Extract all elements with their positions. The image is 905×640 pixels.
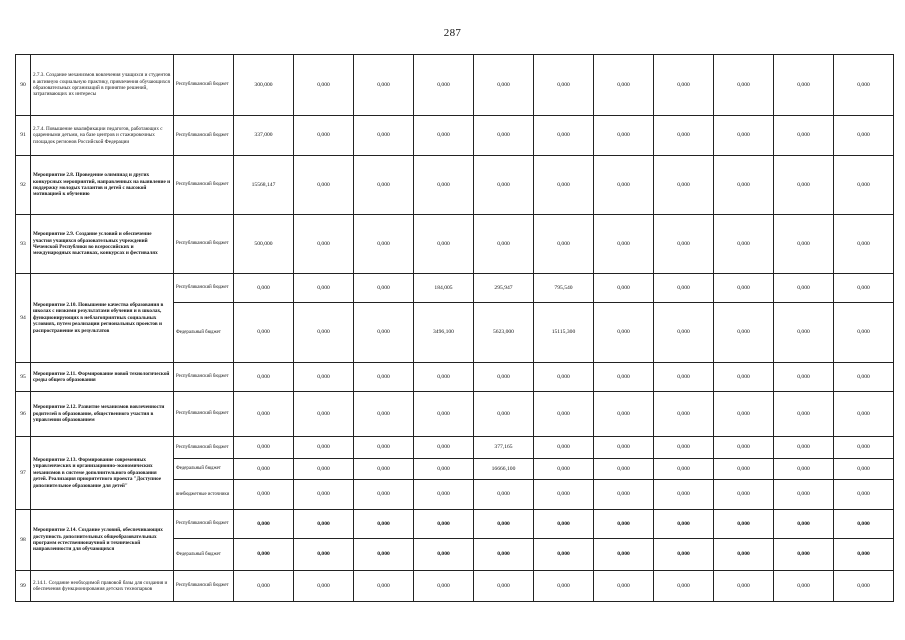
year-value-cell: 0,000	[474, 510, 534, 539]
year-value-cell: 0,000	[474, 539, 534, 571]
year-value-cell: 0,000	[294, 274, 354, 303]
year-value-cell: 0,000	[534, 480, 594, 510]
year-value-cell: 0,000	[774, 392, 834, 437]
funding-source: Республиканский бюджет	[174, 274, 234, 303]
year-value-cell: 0,000	[714, 363, 774, 392]
table-row	[16, 156, 894, 215]
year-value-cell: 0,000	[774, 303, 834, 363]
year-value-cell: 0,000	[414, 459, 474, 480]
year-value-cell: 0,000	[714, 539, 774, 571]
year-value-cell: 0,000	[534, 437, 594, 459]
year-value-cell: 0,000	[774, 215, 834, 274]
year-value-cell: 0,000	[354, 116, 414, 156]
table-row	[16, 116, 894, 156]
year-value-cell: 0,000	[774, 571, 834, 602]
year-value-cell: 0,000	[414, 363, 474, 392]
year-value-cell: 0,000	[774, 274, 834, 303]
year-value-cell: 0,000	[294, 480, 354, 510]
table-row	[16, 510, 894, 539]
year-value-cell: 0,000	[414, 539, 474, 571]
year-value-cell: 0,000	[834, 392, 894, 437]
year-value-cell: 0,000	[654, 303, 714, 363]
year-value-cell: 0,000	[774, 437, 834, 459]
year-value-cell: 0,000	[354, 274, 414, 303]
year-value-cell: 0,000	[774, 539, 834, 571]
year-value-cell: 0,000	[654, 363, 714, 392]
year-value-cell: 0,000	[594, 437, 654, 459]
year-value-cell: 0,000	[714, 437, 774, 459]
year-value-cell: 0,000	[654, 539, 714, 571]
row-number: 97	[16, 437, 31, 510]
year-value-cell: 0,000	[714, 215, 774, 274]
year-value-cell: 0,000	[294, 116, 354, 156]
row-number: 93	[16, 215, 31, 274]
year-value-cell: 15115,300	[534, 303, 594, 363]
year-value-cell: 0,000	[834, 156, 894, 215]
year-value-cell: 377,165	[474, 437, 534, 459]
year-value-cell: 0,000	[654, 116, 714, 156]
row-number: 96	[16, 392, 31, 437]
year-value-cell: 0,000	[294, 303, 354, 363]
year-value-cell: 0,000	[414, 392, 474, 437]
year-value-cell: 0,000	[774, 459, 834, 480]
year-value-cell: 0,000	[474, 571, 534, 602]
year-value-cell: 0,000	[354, 437, 414, 459]
year-value-cell: 0,000	[414, 215, 474, 274]
year-value-cell: 0,000	[414, 571, 474, 602]
row-number: 99	[16, 571, 31, 602]
year-value-cell: 0,000	[834, 459, 894, 480]
year-value-cell: 500,000	[234, 215, 294, 274]
year-value-cell: 0,000	[234, 437, 294, 459]
year-value-cell: 0,000	[714, 274, 774, 303]
year-value-cell: 0,000	[834, 55, 894, 116]
year-value-cell: 0,000	[354, 363, 414, 392]
year-value-cell: 0,000	[474, 480, 534, 510]
year-value-cell: 0,000	[414, 437, 474, 459]
year-value-cell: 0,000	[294, 571, 354, 602]
year-value-cell: 0,000	[534, 55, 594, 116]
page-number: 287	[443, 27, 462, 39]
year-value-cell: 795,540	[534, 274, 594, 303]
year-value-cell: 0,000	[654, 156, 714, 215]
year-value-cell: 0,000	[594, 215, 654, 274]
year-value-cell: 0,000	[834, 303, 894, 363]
activity-name: 2.7.4. Повышение квалификации педагогов, работающих с одаренными детьми, на базе центров и стажировочных площадок регионов Российской Федерации	[31, 116, 174, 156]
year-value-cell: 184,005	[414, 274, 474, 303]
year-value-cell: 0,000	[654, 571, 714, 602]
year-value-cell: 0,000	[594, 274, 654, 303]
year-value-cell: 0,000	[594, 156, 654, 215]
year-value-cell: 0,000	[534, 459, 594, 480]
year-value-cell: 0,000	[594, 480, 654, 510]
table-row	[16, 55, 894, 116]
year-value-cell: 0,000	[714, 116, 774, 156]
year-value-cell: 0,000	[714, 459, 774, 480]
year-value-cell: 0,000	[834, 510, 894, 539]
year-value-cell: 0,000	[294, 510, 354, 539]
year-value-cell: 0,000	[294, 437, 354, 459]
activity-name: 2.7.3. Создание механизмов вовлечения учащихся и студентов в активную социальную практику, привлечения обучающихся образовательных организаций в принятие решений, затрагивающих их интересы	[31, 55, 174, 116]
activity-name: Мероприятие 2.11. Формирование новой технологической среды общего образования	[31, 363, 174, 392]
year-value-cell: 0,000	[354, 539, 414, 571]
year-value-cell: 3496,100	[414, 303, 474, 363]
funding-source: Федеральный бюджет	[174, 459, 234, 480]
year-value-cell: 0,000	[654, 55, 714, 116]
year-value-cell: 0,000	[474, 363, 534, 392]
year-value-cell: 0,000	[774, 480, 834, 510]
year-value-cell: 16666,100	[474, 459, 534, 480]
row-number: 90	[16, 55, 31, 116]
year-value-cell: 0,000	[534, 116, 594, 156]
row-number: 98	[16, 510, 31, 571]
year-value-cell: 0,000	[654, 510, 714, 539]
activity-name: Мероприятие 2.14. Создание условий, обеспечивающих доступность дополнительных общеобразовательных программ естественнонаучной и технической направленности для обучающихся	[31, 510, 174, 571]
year-value-cell: 0,000	[414, 480, 474, 510]
year-value-cell: 0,000	[234, 274, 294, 303]
year-value-cell: 0,000	[294, 55, 354, 116]
year-value-cell: 5623,000	[474, 303, 534, 363]
year-value-cell: 0,000	[474, 392, 534, 437]
table-row	[16, 274, 894, 303]
funding-source: Республиканский бюджет	[174, 215, 234, 274]
year-value-cell: 295,947	[474, 274, 534, 303]
table-row	[16, 215, 894, 274]
year-value-cell: 0,000	[654, 274, 714, 303]
year-value-cell: 0,000	[834, 571, 894, 602]
year-value-cell: 0,000	[594, 363, 654, 392]
year-value-cell: 0,000	[414, 55, 474, 116]
year-value-cell: 0,000	[714, 55, 774, 116]
year-value-cell: 0,000	[354, 215, 414, 274]
year-value-cell: 0,000	[534, 539, 594, 571]
year-value-cell: 300,000	[234, 55, 294, 116]
year-value-cell: 0,000	[654, 480, 714, 510]
year-value-cell: 0,000	[834, 480, 894, 510]
funding-source: Республиканский бюджет	[174, 363, 234, 392]
year-value-cell: 0,000	[474, 55, 534, 116]
activity-name: Мероприятие 2.8. Проведение олимпиад и других конкурсных мероприятий, направленных на выявление и поддержку молодых талантов и детей с высокой мотивацией к обучению	[31, 156, 174, 215]
year-value-cell: 337,000	[234, 116, 294, 156]
activity-name: Мероприятие 2.10. Повышение качества образования в школах с низкими результатами обучения и в школах, функционирующих в неблагоприятных социальных условиях, путем реализации региональных проектов и распространение их результатов	[31, 274, 174, 363]
table-row	[16, 363, 894, 392]
activity-name: Мероприятие 2.13. Формирование современных управленческих и организационно-экономических механизмов в системе дополнительного образования детей. Реализация приоритетного проекта "Доступное дополнительное образование для детей"	[31, 437, 174, 510]
year-value-cell: 0,000	[594, 510, 654, 539]
funding-source: Республиканский бюджет	[174, 116, 234, 156]
year-value-cell: 0,000	[534, 156, 594, 215]
table-row	[16, 437, 894, 459]
year-value-cell: 0,000	[294, 215, 354, 274]
year-value-cell: 0,000	[354, 571, 414, 602]
year-value-cell: 0,000	[834, 437, 894, 459]
funding-source: Республиканский бюджет	[174, 55, 234, 116]
year-value-cell: 0,000	[654, 459, 714, 480]
year-value-cell: 0,000	[594, 55, 654, 116]
year-value-cell: 0,000	[714, 571, 774, 602]
year-value-cell: 0,000	[534, 363, 594, 392]
activity-name: Мероприятие 2.12. Развитие механизмов вовлеченности родителей в образование, общественного участия в управлении образованием	[31, 392, 174, 437]
year-value-cell: 0,000	[714, 510, 774, 539]
year-value-cell: 0,000	[294, 363, 354, 392]
year-value-cell: 0,000	[534, 392, 594, 437]
year-value-cell: 0,000	[234, 571, 294, 602]
year-value-cell: 0,000	[234, 510, 294, 539]
year-value-cell: 0,000	[534, 571, 594, 602]
year-value-cell: 0,000	[594, 303, 654, 363]
year-value-cell: 15568,147	[234, 156, 294, 215]
year-value-cell: 0,000	[294, 392, 354, 437]
year-value-cell: 0,000	[234, 459, 294, 480]
year-value-cell: 0,000	[594, 571, 654, 602]
year-value-cell: 0,000	[834, 539, 894, 571]
funding-source: внебюджетные источники	[174, 480, 234, 510]
year-value-cell: 0,000	[234, 392, 294, 437]
year-value-cell: 0,000	[594, 116, 654, 156]
year-value-cell: 0,000	[354, 480, 414, 510]
year-value-cell: 0,000	[774, 55, 834, 116]
year-value-cell: 0,000	[354, 510, 414, 539]
year-value-cell: 0,000	[354, 392, 414, 437]
year-value-cell: 0,000	[474, 215, 534, 274]
table-row	[16, 392, 894, 437]
table-body	[16, 55, 894, 602]
funding-source: Федеральный бюджет	[174, 303, 234, 363]
year-value-cell: 0,000	[234, 363, 294, 392]
budget-table	[15, 54, 894, 602]
year-value-cell: 0,000	[534, 510, 594, 539]
year-value-cell: 0,000	[234, 539, 294, 571]
funding-source: Республиканский бюджет	[174, 510, 234, 539]
year-value-cell: 0,000	[714, 156, 774, 215]
year-value-cell: 0,000	[594, 392, 654, 437]
funding-source: Федеральный бюджет	[174, 539, 234, 571]
year-value-cell: 0,000	[714, 303, 774, 363]
year-value-cell: 0,000	[354, 156, 414, 215]
year-value-cell: 0,000	[234, 480, 294, 510]
year-value-cell: 0,000	[294, 539, 354, 571]
year-value-cell: 0,000	[834, 215, 894, 274]
year-value-cell: 0,000	[774, 116, 834, 156]
year-value-cell: 0,000	[474, 156, 534, 215]
year-value-cell: 0,000	[294, 459, 354, 480]
year-value-cell: 0,000	[774, 510, 834, 539]
year-value-cell: 0,000	[414, 156, 474, 215]
year-value-cell: 0,000	[414, 116, 474, 156]
activity-name: 2.14.1. Создание необходимой правовой базы для создания и обеспечения функционирования детских технопарков	[31, 571, 174, 602]
funding-source: Республиканский бюджет	[174, 392, 234, 437]
year-value-cell: 0,000	[534, 215, 594, 274]
year-value-cell: 0,000	[834, 116, 894, 156]
activity-name: Мероприятие 2.9. Создание условий и обеспечение участия учащихся образовательных учреждений Чеченской Республики во всероссийских и международных выставках, конкурсах и фестивалях	[31, 215, 174, 274]
year-value-cell: 0,000	[834, 274, 894, 303]
funding-source: Республиканский бюджет	[174, 437, 234, 459]
year-value-cell: 0,000	[714, 480, 774, 510]
funding-source: Республиканский бюджет	[174, 156, 234, 215]
year-value-cell: 0,000	[654, 392, 714, 437]
year-value-cell: 0,000	[774, 156, 834, 215]
year-value-cell: 0,000	[354, 55, 414, 116]
year-value-cell: 0,000	[714, 392, 774, 437]
year-value-cell: 0,000	[354, 303, 414, 363]
funding-source: Республиканский бюджет	[174, 571, 234, 602]
row-number: 92	[16, 156, 31, 215]
year-value-cell: 0,000	[594, 539, 654, 571]
year-value-cell: 0,000	[234, 303, 294, 363]
row-number: 95	[16, 363, 31, 392]
year-value-cell: 0,000	[654, 215, 714, 274]
row-number: 91	[16, 116, 31, 156]
year-value-cell: 0,000	[354, 459, 414, 480]
year-value-cell: 0,000	[834, 363, 894, 392]
table-row	[16, 571, 894, 602]
row-number: 94	[16, 274, 31, 363]
year-value-cell: 0,000	[774, 363, 834, 392]
year-value-cell: 0,000	[654, 437, 714, 459]
year-value-cell: 0,000	[474, 116, 534, 156]
year-value-cell: 0,000	[414, 510, 474, 539]
year-value-cell: 0,000	[594, 459, 654, 480]
year-value-cell: 0,000	[294, 156, 354, 215]
